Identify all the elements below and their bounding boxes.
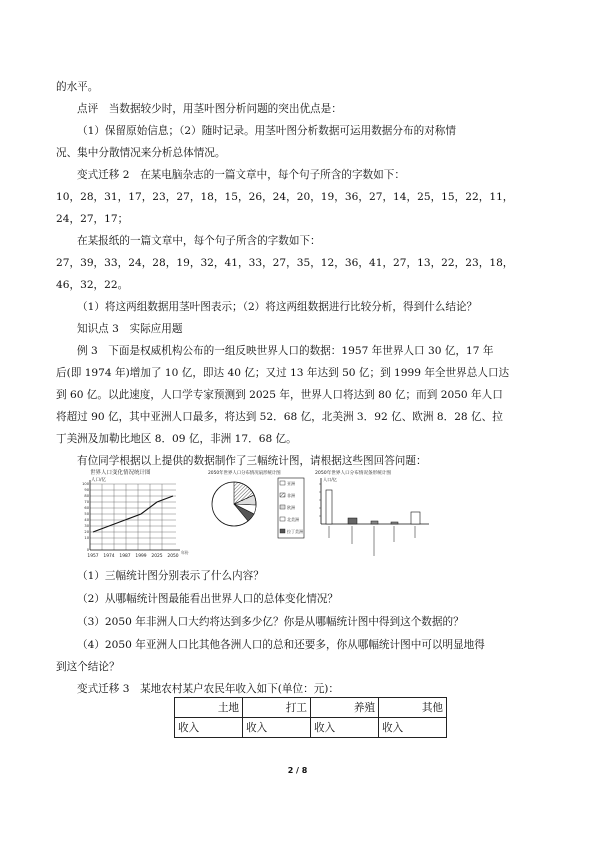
population-line-chart	[80, 468, 192, 560]
text-line: 到这个结论？	[56, 661, 120, 673]
y-tick: 0	[86, 548, 89, 552]
x-tick: 1999	[135, 554, 147, 559]
income-table	[174, 697, 447, 738]
legend-swatch	[280, 481, 285, 485]
line-chart-ylabel: 人口/亿	[91, 478, 107, 483]
text-line: 到 60 亿。以此速度，人口学专家预测到 2025 年，世界人口将达到 80 亿；而到 2050 年人口	[56, 389, 503, 401]
page-number: 2 / 8	[287, 766, 308, 775]
bar-asia	[326, 490, 332, 524]
text-line: （3）2050 年非洲人口大约将达到多少亿？你是从哪幅统计图中得到这个数据的？	[77, 616, 464, 628]
y-tick: 100	[82, 482, 89, 486]
x-tick: 2025	[151, 554, 163, 559]
legend-label: 北美洲	[287, 517, 299, 522]
y-tick: 60	[84, 506, 89, 510]
line-chart-title: 世界人口变化情况统计图	[90, 470, 151, 476]
legend-label: 拉丁美洲	[287, 529, 303, 534]
x-axis-unit: 年份	[181, 550, 189, 555]
bar-category-marks	[329, 526, 415, 556]
legend-label: 非洲	[287, 493, 295, 498]
text-line: （1）三幅统计图分别表示了什么内容？	[77, 570, 264, 582]
y-tick: 20	[84, 530, 89, 534]
legend-swatch	[280, 517, 285, 521]
text-line: 将超过 90 亿，其中亚洲人口最多，将达到 52．68 亿，北美洲 3．92 亿、欧洲 8．28 亿、拉	[56, 411, 503, 423]
x-tick: 1957	[87, 554, 99, 559]
legend-label: 亚洲	[287, 481, 295, 486]
text-line: 例 3 下面是权威机构公布的一组反映世界人口的数据：1957 年世界人口 30 亿，17 年	[77, 345, 494, 357]
text-line: 变式迁移 2 在某电脑杂志的一篇文章中，每个句子所含的字数如下：	[77, 169, 405, 181]
x-tick: 2050	[167, 554, 179, 559]
table-header-cell: 其他	[379, 698, 447, 718]
population-pie-chart	[206, 468, 310, 544]
text-line: 丁美洲及加勒比地区 8．09 亿，非洲 17．68 亿。	[56, 433, 297, 445]
legend-swatch	[280, 493, 285, 497]
bar-chart-title: 2050年世界人口分布情况条形统计图	[315, 471, 392, 476]
text-line: 的水平。	[56, 81, 99, 93]
legend-label: 欧洲	[287, 505, 295, 510]
text-line: （2）从哪幅统计图最能看出世界人口的总体变化情况？	[77, 593, 338, 605]
bar-north-america	[391, 522, 398, 524]
y-tick: 50	[84, 512, 89, 516]
text-line: 变式迁移 3 某地农村某户农民年收入如下(单位：元)：	[77, 683, 340, 695]
text-line: 10，28，31，17，23，27，18，15，26，24，20，19，36，27，14，25，15，22，11，	[56, 191, 514, 203]
table-row	[175, 718, 447, 738]
y-tick: 10	[84, 536, 89, 540]
table-cell: 收入	[243, 718, 311, 738]
text-line: （4）2050 年亚洲人口比其他各洲人口的总和还要多，你从哪幅统计图中可以明显地得	[77, 639, 485, 651]
legend-swatch	[280, 505, 285, 509]
bar-chart-ylabel: 人口/亿	[323, 477, 337, 482]
table-header-cell: 土地	[175, 698, 243, 718]
y-tick: 30	[84, 524, 89, 528]
table-header-cell: 养殖	[311, 698, 379, 718]
text-line: （1）保留原始信息；（2）随时记录。用茎叶图分析数据可运用数据分布的对称情	[77, 125, 456, 137]
y-tick: 70	[84, 500, 89, 504]
text-line: 27，39，33，24，28，19，32，41，33，27，35，12，36，41，27，13，22，23，18，	[56, 257, 514, 269]
population-bar-chart	[313, 468, 435, 568]
y-tick: 80	[84, 494, 89, 498]
table-header-cell: 打工	[243, 698, 311, 718]
text-line: （1）将这两组数据用茎叶图表示；（2）将这两组数据进行比较分析，得到什么结论？	[77, 301, 478, 313]
text-line: 知识点 3 实际应用题	[77, 323, 183, 335]
bar-europe	[371, 521, 378, 524]
x-tick: 1987	[119, 554, 131, 559]
pie-chart-title: 2050年世界人口分布情况扇形统计图	[208, 471, 281, 476]
table-row	[175, 698, 447, 718]
text-line: 况、集中分散情况来分析总体情况。	[56, 147, 226, 159]
text-line: 点评 当数据较少时，用茎叶图分析问题的突出优点是：	[77, 103, 342, 115]
bar-latin-america	[411, 512, 420, 524]
text-line: 后(即 1974 年)增加了 10 亿，即达 40 亿；又过 13 年达到 50 亿；到 1999 年全世界总人口达	[56, 367, 510, 379]
text-line: 在某报纸的一篇文章中，每个句子所含的字数如下：	[77, 235, 321, 247]
bar-africa	[348, 518, 357, 524]
table-cell: 收入	[379, 718, 447, 738]
text-line: 24，27，17；	[56, 213, 129, 225]
text-line: 46，32，22。	[56, 279, 129, 291]
legend-swatch	[280, 529, 285, 533]
table-cell: 收入	[311, 718, 379, 738]
y-tick: 40	[84, 518, 89, 522]
x-tick: 1974	[103, 554, 115, 559]
text-line: 有位同学根据以上提供的数据制作了三幅统计图，请根据这些图回答问题：	[77, 455, 427, 467]
table-cell: 收入	[175, 718, 243, 738]
y-tick: 90	[84, 488, 89, 492]
